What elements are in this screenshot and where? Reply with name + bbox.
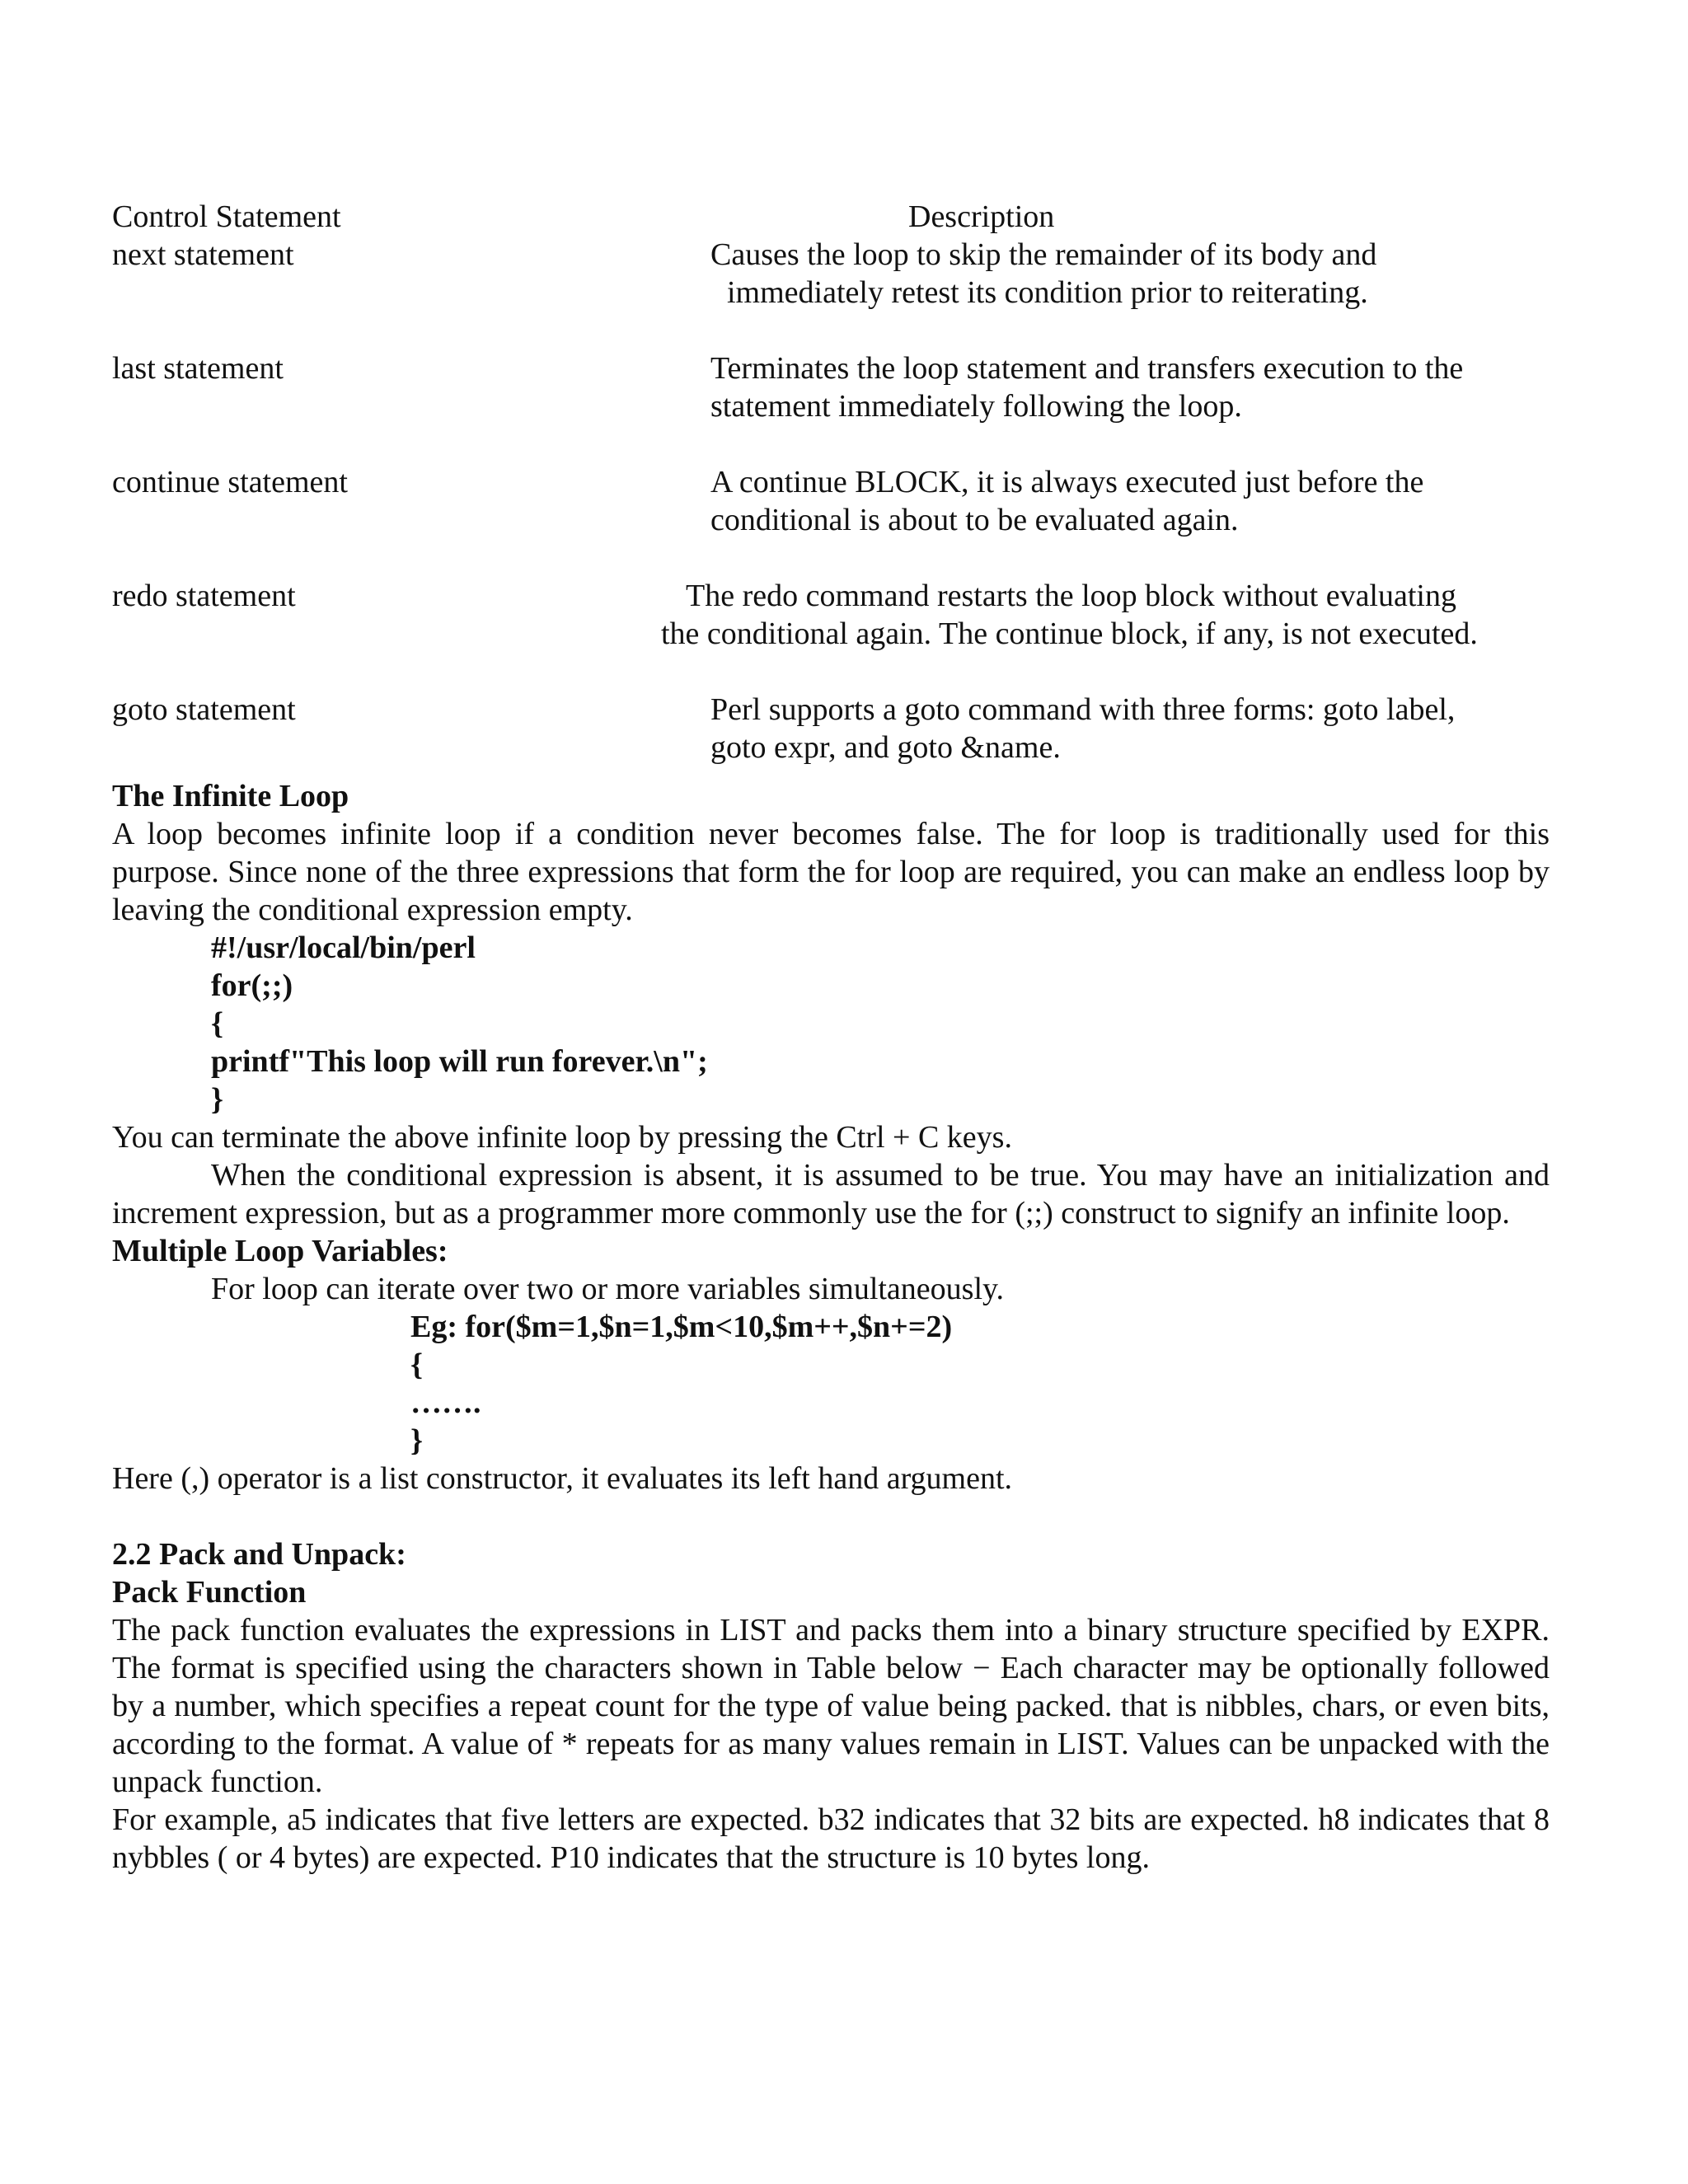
code-line: printf"This loop will run forever.\n"; (211, 1044, 708, 1079)
table-row-name: goto statement (112, 692, 296, 727)
table-row-desc-line: goto expr, and goto &name. (710, 730, 1061, 765)
code-line: for(;;) (211, 968, 293, 1003)
terminate-note: You can terminate the above infinite loop by pressing the Ctrl + C keys. (112, 1120, 1012, 1155)
table-row-desc-line: immediately retest its condition prior to reiterating. (727, 275, 1368, 310)
table-row-name: next statement (112, 237, 294, 272)
table-row-name: redo statement (112, 579, 296, 613)
table-row-desc-line: the conditional again. The continue block, if any, is not executed. (661, 616, 1478, 651)
list-constructor-note: Here (,) operator is a list constructor, it evaluates its left hand argument. (112, 1461, 1013, 1496)
table-row-desc-line: Causes the loop to skip the remainder of its body and (710, 237, 1377, 272)
code-line: ……. (410, 1385, 481, 1420)
table-header-statement: Control Statement (112, 199, 341, 234)
pack-function-heading: Pack Function (112, 1575, 307, 1610)
table-row-desc-line: A continue BLOCK, it is always executed just before the (710, 465, 1424, 499)
spacer (112, 1497, 1550, 1535)
table-row-desc-line: Terminates the loop statement and transfers execution to the (710, 351, 1464, 386)
table-row-name: last statement (112, 351, 284, 386)
code-line: } (211, 1082, 223, 1117)
code-line: Eg: for($m=1,$n=1,$m<10,$m++,$n+=2) (410, 1310, 953, 1344)
table-row-desc-line: conditional is about to be evaluated again. (710, 503, 1239, 537)
code-line: } (410, 1423, 423, 1458)
document-page (112, 0, 1550, 2184)
table-row-desc-line: Perl supports a goto command with three forms: goto label, (710, 692, 1456, 727)
infinite-loop-note: When the conditional expression is absent, it is assumed to be true. You may have an initialization and increment expression, but as a programmer more commonly use the for (;;) construct to signify an infinite loop. (112, 1158, 1550, 1230)
pack-example-paragraph: For example, a5 indicates that five letters are expected. b32 indicates that 32 bits are expected. h8 indicates that 8 nybbles ( or 4 bytes) are expected. P10 indicates that the structure is 10 bytes long. (112, 1802, 1550, 1875)
body-text (112, 777, 1550, 1877)
infinite-loop-heading: The Infinite Loop (112, 779, 349, 813)
table-row-desc-line: The redo command restarts the loop block without evaluating (686, 579, 1456, 613)
multiple-loop-intro: For loop can iterate over two or more variables simultaneously. (211, 1272, 1005, 1306)
code-line: { (410, 1347, 423, 1382)
pack-section-heading: 2.2 Pack and Unpack: (112, 1537, 406, 1572)
table-row-name: continue statement (112, 465, 348, 499)
pack-paragraph: The pack function evaluates the expressions in LIST and packs them into a binary structure specified by EXPR. The format is specified using the characters shown in Table below − Each character may be optionally followed by a number, which specifies a repeat count for the type of value being packed. that is nibbles, chars, or even bits, according to the format. A value of * repeats for as many values remain in LIST. Values can be unpacked with the unpack function. (112, 1613, 1550, 1799)
infinite-loop-intro: A loop becomes infinite loop if a condition never becomes false. The for loop is traditionally used for this purpose. Since none of the three expressions that form the for loop are required, you can make an endless loop by leaving the conditional expression empty. (112, 817, 1550, 927)
table-row-desc-line: statement immediately following the loop. (710, 389, 1242, 424)
code-line: { (211, 1006, 223, 1041)
code-line: #!/usr/local/bin/perl (211, 930, 476, 965)
table-header-description: Description (908, 199, 1055, 234)
multiple-loop-heading: Multiple Loop Variables: (112, 1234, 448, 1268)
